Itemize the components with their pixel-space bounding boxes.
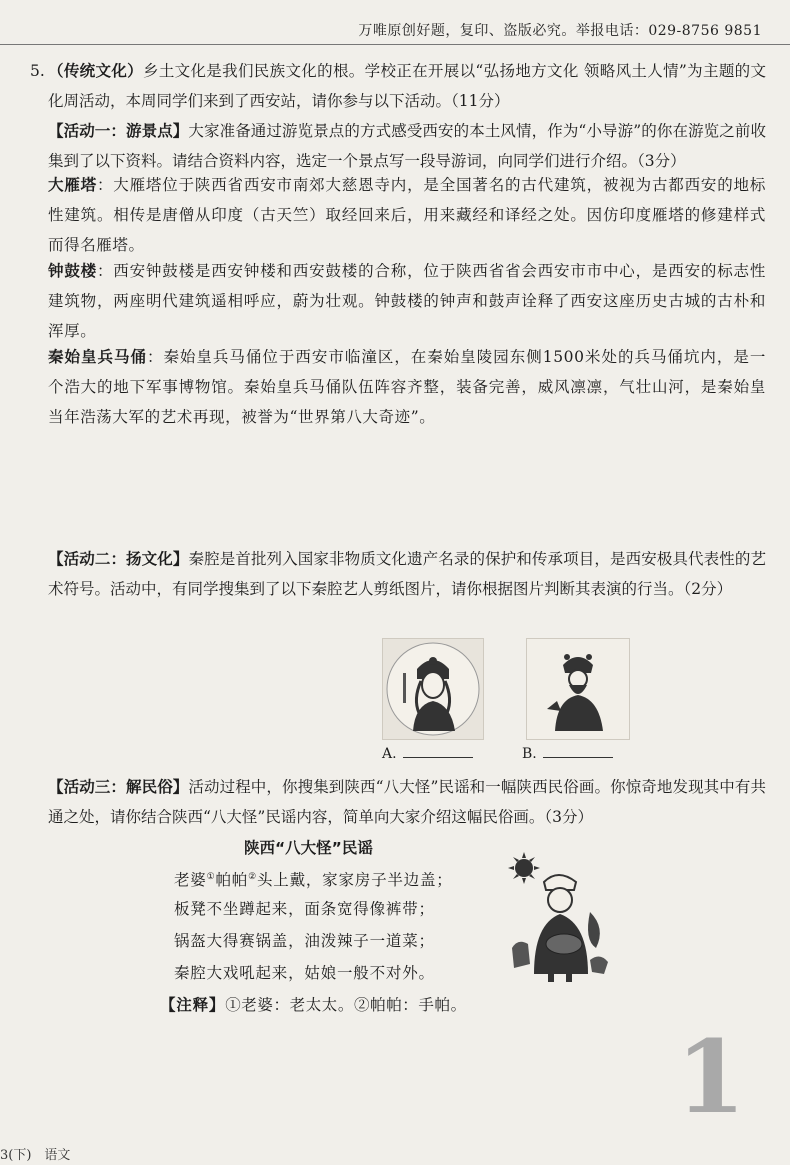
spot-dayanta <box>48 170 766 260</box>
activity2-block <box>48 544 766 604</box>
note-text: ①老婆：老太太。②帕帕：手帕。 <box>225 996 467 1014</box>
page-number: 1 <box>676 1018 746 1136</box>
spot-text: ：西安钟鼓楼是西安钟楼和西安鼓楼的合称，位于陕西省省会西安市市中心，是西安的标志性建筑物，两座明代建筑遥相呼应，蔚为壮观。钟鼓楼的钟声和鼓声诠释了西安这座历史古城的古朴和浑厚。 <box>48 262 766 340</box>
song-title: 陕西“八大怪”民谣 <box>244 839 373 857</box>
folk-painting-old-woman-icon <box>504 848 610 984</box>
note-label: 【注释】 <box>160 996 226 1014</box>
caption-a <box>382 746 473 762</box>
spot-zhonggulou <box>48 256 766 346</box>
activity2-text: 秦腔是首批列入国家非物质文化遗产名录的保护和传承项目，是西安极具代表性的艺术符号。活动中，有同学搜集到了以下秦腔艺人剪纸图片，请你根据图片判断其表演的行当。（2分） <box>48 550 766 598</box>
activity3-label: 【活动三：解民俗】 <box>48 778 189 796</box>
caption-b <box>522 746 613 762</box>
header-rule <box>0 44 790 45</box>
male-role-papercut-icon <box>527 639 629 739</box>
caption-a-letter: A. <box>382 746 397 762</box>
female-role-papercut-icon <box>383 639 483 739</box>
song-text: 老婆 <box>174 871 207 890</box>
answer-blank-b[interactable] <box>543 757 613 758</box>
activity2-label: 【活动二：扬文化】 <box>48 550 189 568</box>
question-tag: （传统文化） <box>48 62 143 80</box>
song-note <box>160 990 467 1020</box>
folk-painting <box>504 848 610 984</box>
activity1-block <box>48 116 766 176</box>
copyright-notice: 万唯原创好题，复印、盗版必究。举报电话：029-8756 9851 <box>358 23 762 39</box>
footnote-mark: ① <box>206 872 216 882</box>
spot-text: ：大雁塔位于陕西省西安市南郊大慈恩寺内，是全国著名的古代建筑，被视为古都西安的地标性建筑。相传是唐僧从印度（古天竺）取经回来后，用来藏经和译经之处。因仿印度雁塔的修建样式而得名雁塔。 <box>48 176 766 254</box>
question-intro-text: 乡土文化是我们民族文化的根。学校正在开展以“弘扬地方文化 领略风土人情”为主题的文化周活动，本周同学们来到了西安站，请你参与以下活动。（11分） <box>48 62 766 110</box>
activity1-label: 【活动一：游景点】 <box>48 122 189 140</box>
papercut-image-a <box>382 638 484 740</box>
spot-name: 秦始皇兵马俑 <box>48 348 147 366</box>
song-line-3: 锅盔大得赛锅盖，油泼辣子一道菜； <box>174 932 435 950</box>
song-line-1 <box>174 862 453 895</box>
spot-name: 钟鼓楼 <box>48 262 97 280</box>
spot-text: ：秦始皇兵马俑位于西安市临潼区，在秦始皇陵园东侧1500米处的兵马俑坑内，是一个浩大的地下军事博物馆。秦始皇兵马俑队伍阵容齐整，装备完善，威风凛凛，气壮山河，是秦始皇当年浩荡大军的艺术再现，被誉为“世界第八大奇迹”。 <box>48 348 766 426</box>
spot-name: 大雁塔 <box>48 176 97 194</box>
spot-bingmayong <box>48 342 766 432</box>
activity3-text: 活动过程中，你搜集到陕西“八大怪”民谣和一幅陕西民俗画。你惊奇地发现其中有共通之处，请你结合陕西“八大怪”民谣内容，简单向大家介绍这幅民俗画。（3分） <box>48 778 766 826</box>
papercut-image-b <box>526 638 630 740</box>
page-footer: 3(下) 语文 <box>0 1148 71 1163</box>
question-number: 5. <box>30 62 45 80</box>
activity1-text: 大家准备通过游览景点的方式感受西安的本土风情，作为“小导游”的你在游览之前收集到了以下资料。请结合资料内容，选定一个景点写一段导游词，向同学们进行介绍。（3分） <box>48 122 766 170</box>
answer-blank-a[interactable] <box>403 757 473 758</box>
song-text: 帕帕 <box>215 871 249 890</box>
caption-b-letter: B. <box>522 746 537 762</box>
activity3-block <box>48 772 766 832</box>
song-line-4: 秦腔大戏吼起来，姑娘一般不对外。 <box>174 964 435 982</box>
song-line-2: 板凳不坐蹲起来，面条宽得像裤带； <box>174 900 435 918</box>
question-intro <box>48 56 766 116</box>
song-text: 头上戴，家家房子半边盖； <box>256 871 453 890</box>
footnote-mark: ② <box>248 872 257 882</box>
